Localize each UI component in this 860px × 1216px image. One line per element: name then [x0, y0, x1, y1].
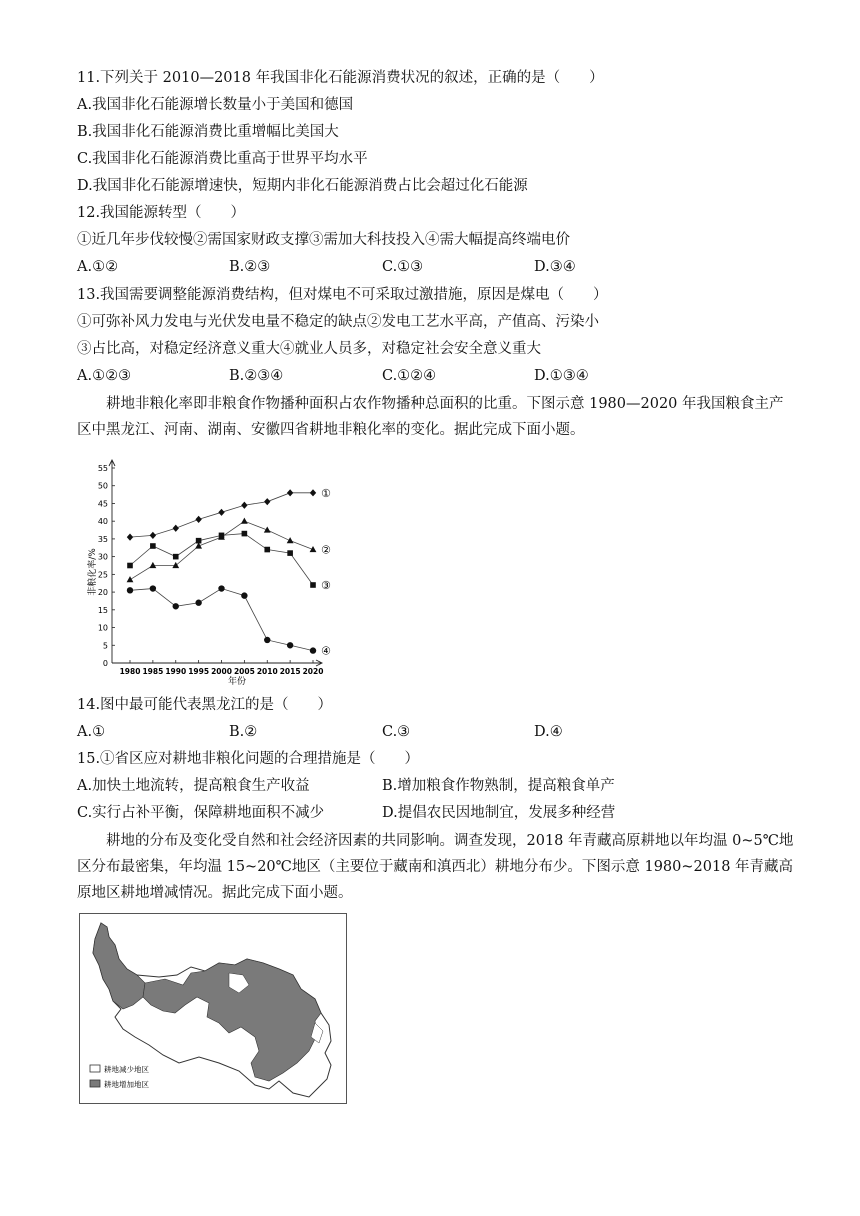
data-point — [287, 550, 293, 556]
legend-decrease-label: 耕地减少地区 — [104, 1065, 149, 1074]
data-point — [150, 543, 156, 549]
data-point — [127, 576, 134, 582]
q13-option-c: C.①②④ — [382, 368, 437, 384]
chart-series — [127, 487, 331, 658]
data-point — [196, 538, 202, 544]
q14-option-d: D.④ — [534, 724, 563, 740]
q14-option-a: A.① — [77, 724, 106, 740]
data-point — [310, 489, 316, 496]
q12-option-b: B.②③ — [229, 259, 271, 275]
q13-option-d: D.①③④ — [534, 368, 589, 384]
y-tick-label: 50 — [97, 481, 108, 491]
data-point — [310, 582, 316, 588]
series-4 — [127, 585, 331, 657]
data-point — [264, 547, 270, 553]
q15-option-c: C.实行占补平衡，保障耕地面积不减少 — [77, 805, 325, 821]
series-2 — [127, 518, 331, 583]
q15-stem: 15.①省区应对耕地非粮化问题的合理措施是（ ） — [77, 751, 420, 767]
y-tick-label: 45 — [97, 499, 108, 509]
data-point — [287, 537, 294, 543]
q11-stem: 11.下列关于 2010—2018 年我国非化石能源消费状况的叙述，正确的是（ ） — [77, 70, 604, 86]
q11-option-d: D.我国非化石能源增速快，短期内非化石能源消费占比会超过化石能源 — [77, 178, 528, 194]
legend-increase-label: 耕地增加地区 — [104, 1080, 149, 1089]
q11-option-a: A.我国非化石能源增长数量小于美国和德国 — [77, 97, 354, 113]
q14-option-b: B.② — [229, 724, 258, 740]
q13-stem: 13.我国需要调整能源消费结构，但对煤电不可采取过激措施，原因是煤电（ ） — [77, 287, 608, 303]
passage-farmland-nongrain: 耕地非粮化率即非粮食作物播种面积占农作物播种总面积的比重。下图示意 1980—2020 年我国粮食主产区中黑龙江、河南、湖南、安徽四省耕地非粮化率的变化。据此完成下面小题。 — [77, 396, 784, 438]
chart-x-ticks — [120, 660, 324, 676]
legend-increase-swatch — [90, 1080, 100, 1087]
q12-statements: ①近几年步伐较慢②需国家财政支撑③需加大科技投入④需大幅提高终端电价 — [77, 232, 570, 248]
q12-option-d: D.③④ — [534, 259, 576, 275]
series-label: ② — [321, 543, 331, 557]
q15-option-d: D.提倡农民因地制宜，发展多种经营 — [382, 805, 616, 821]
x-tick-label: 2005 — [233, 667, 255, 676]
chart-y-label: 非粮化率/% — [88, 548, 98, 596]
x-tick-label: 1985 — [142, 667, 164, 676]
data-point — [287, 489, 293, 496]
q11-option-c: C.我国非化石能源消费比重高于世界平均水平 — [77, 151, 368, 167]
y-tick-label: 25 — [97, 570, 108, 580]
x-tick-label: 2010 — [256, 667, 278, 676]
data-point — [264, 498, 270, 505]
series-line — [130, 521, 313, 580]
q13-option-a: A.①②③ — [77, 368, 132, 384]
q13-statements-2: ③占比高，对稳定经济意义重大④就业人员多，对稳定社会安全意义重大 — [77, 341, 541, 357]
data-point — [127, 534, 133, 541]
y-tick-label: 15 — [97, 605, 108, 615]
series-line — [130, 534, 313, 585]
q15-option-a: A.加快土地流转，提高粮食生产收益 — [77, 778, 310, 794]
data-point — [241, 592, 247, 598]
series-label: ③ — [321, 579, 331, 592]
y-tick-label: 5 — [102, 641, 108, 651]
data-point — [310, 647, 316, 653]
x-tick-label: 2015 — [279, 667, 301, 676]
y-tick-label: 30 — [97, 552, 108, 562]
q12-option-c: C.①③ — [382, 259, 424, 275]
y-tick-label: 55 — [97, 464, 108, 473]
q13-option-b: B.②③④ — [229, 368, 284, 384]
y-tick-label: 35 — [97, 534, 108, 544]
data-point — [195, 600, 201, 606]
q11-option-b: B.我国非化石能源消费比重增幅比美国大 — [77, 124, 339, 140]
data-point — [264, 637, 270, 643]
nongrain-rate-chart — [84, 452, 344, 687]
data-point — [219, 533, 225, 539]
series-3 — [127, 531, 331, 592]
data-point — [127, 587, 133, 593]
y-tick-label: 10 — [97, 623, 108, 633]
legend-decrease-swatch — [90, 1065, 100, 1072]
series-line — [130, 589, 313, 651]
data-point — [173, 603, 179, 609]
data-point — [241, 518, 248, 524]
data-point — [287, 642, 293, 648]
data-point — [218, 509, 224, 516]
y-tick-label: 0 — [102, 659, 108, 668]
series-label: ① — [321, 486, 331, 500]
y-tick-label: 40 — [97, 517, 108, 527]
data-point — [172, 562, 179, 568]
chart-x-label: 年份 — [227, 677, 247, 687]
x-tick-label: 1995 — [188, 667, 210, 676]
data-point — [242, 531, 248, 537]
data-point — [241, 502, 247, 509]
q13-statements-1: ①可弥补风力发电与光伏发电量不稳定的缺点②发电工艺水平高，产值高、污染小 — [77, 314, 599, 330]
q12-stem: 12.我国能源转型（ ） — [77, 205, 246, 221]
x-tick-label: 2000 — [211, 667, 232, 676]
data-point — [150, 532, 156, 539]
data-point — [195, 516, 201, 523]
q12-option-a: A.①② — [77, 259, 119, 275]
data-point — [127, 563, 133, 569]
q15-option-b: B.增加粮食作物熟制，提高粮食单产 — [382, 778, 615, 794]
x-tick-label: 1990 — [165, 667, 187, 676]
data-point — [173, 525, 179, 532]
x-tick-label: 2020 — [302, 667, 324, 676]
data-point — [149, 562, 156, 568]
tibet-farmland-map — [79, 913, 347, 1104]
data-point — [218, 585, 224, 591]
q14-stem: 14.图中最可能代表黑龙江的是（ ） — [77, 697, 333, 713]
x-tick-label: 1980 — [119, 667, 141, 676]
q14-option-c: C.③ — [382, 724, 411, 740]
series-1 — [127, 487, 331, 541]
passage-tibet-farmland: 耕地的分布及变化受自然和社会经济因素的共同影响。调查发现，2018 年青藏高原耕地以年均温 0~5℃地区分布最密集，年均温 15~20℃地区（主要位于藏南和滇西北）耕地分布少。下图示意 1980~2018 年青藏高原地区耕地增减情况。据此完成下面小题。 — [77, 833, 794, 901]
series-label: ④ — [321, 644, 331, 658]
data-point — [150, 585, 156, 591]
y-tick-label: 20 — [97, 588, 108, 598]
data-point — [173, 554, 179, 560]
